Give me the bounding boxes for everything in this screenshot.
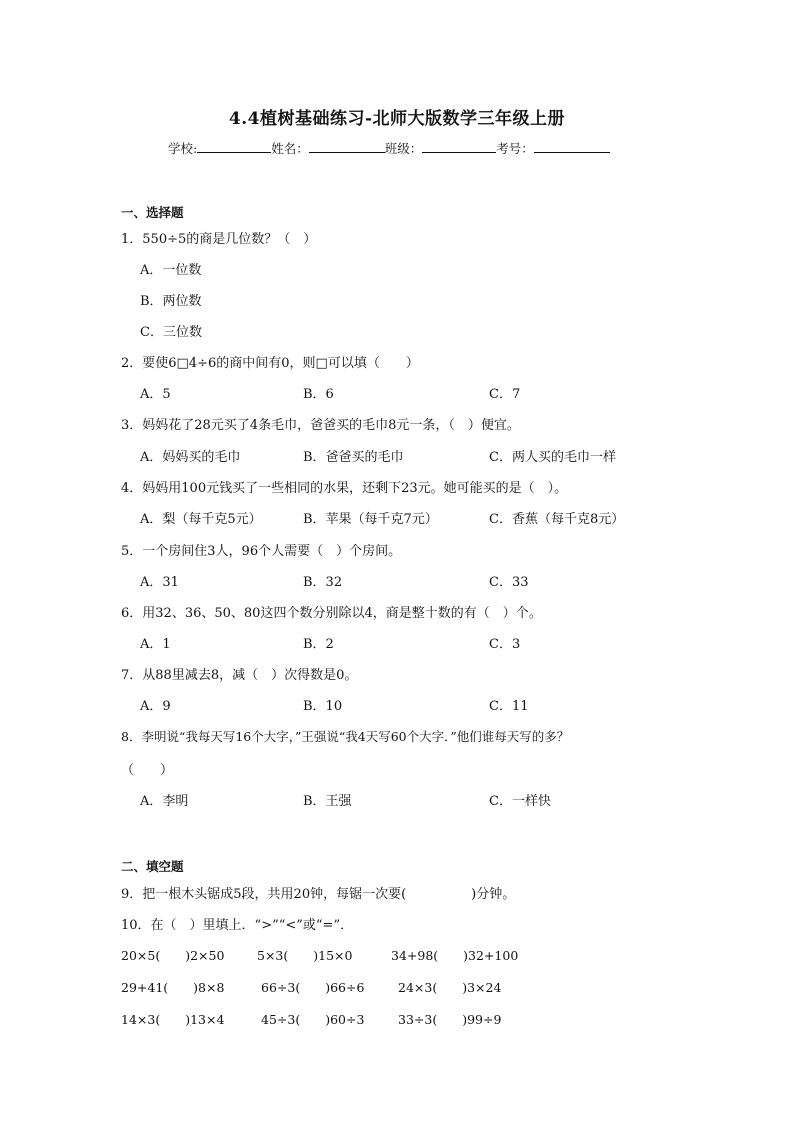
q6-option-a: A．1 [140, 637, 171, 652]
section-title-choice: 一、选择题 [121, 205, 184, 220]
question-10: 10．在（ ）里填上．“>”“<”或“=”． [121, 918, 354, 933]
name-label: 姓名： [271, 141, 309, 156]
q5-option-a: A．31 [140, 575, 179, 590]
q3-option-c: C．两人买的毛巾一样 [489, 450, 616, 465]
question-5: 5．一个房间住3人，96个人需要（ ）个房间。 [121, 544, 402, 559]
q7-option-b: B．10 [303, 699, 343, 714]
question-6: 6．用32、36、50、80这四个数分别除以4，商是整十数的有（ ）个。 [121, 606, 542, 621]
q6-option-b: B．2 [303, 637, 334, 652]
exam-no-blank[interactable] [534, 140, 610, 153]
q1-option-a: A．一位数 [140, 263, 202, 278]
question-8-answer-paren: （ ） [121, 763, 174, 778]
student-info-line [168, 139, 610, 157]
question-2: 2．要使6□4÷6的商中间有0，则□可以填（ ） [121, 356, 419, 371]
q10-expr-r2c2: 66÷3( )66÷6 [261, 980, 365, 995]
q4-option-c: C．香蕉（每千克8元） [489, 512, 625, 527]
q8-option-c: C．一样快 [489, 794, 551, 809]
school-blank[interactable] [197, 140, 271, 153]
class-blank[interactable] [422, 140, 496, 153]
q10-expr-r2c1: 29+41( )8×8 [121, 980, 225, 995]
q10-expr-r3c2: 45÷3( )60÷3 [261, 1012, 365, 1027]
q4-option-b: B．苹果（每千克7元） [303, 512, 438, 527]
page-title: 4.4植树基础练习-北师大版数学三年级上册 [228, 109, 566, 129]
q6-option-c: C．3 [489, 637, 521, 652]
q3-option-a: A．妈妈买的毛巾 [140, 450, 241, 465]
q10-expr-r2c3: 24×3( )3×24 [398, 980, 502, 995]
question-9: 9．把一根木头锯成5段，共用20钟，每锯一次要( )分钟。 [121, 887, 516, 902]
q5-option-c: C．33 [489, 575, 529, 590]
section-title-fill: 二、填空题 [121, 859, 184, 874]
question-8: 8．李明说“我每天写16个大字，”王强说“我4天写60个大字．”他们谁每天写的多？ [121, 729, 570, 744]
name-blank[interactable] [309, 140, 385, 153]
q4-option-a: A．梨（每千克5元） [140, 512, 262, 527]
question-4: 4．妈妈用100元钱买了一些相同的水果，还剩下23元。她可能买的是（ ）。 [121, 481, 568, 496]
class-label: 班级： [384, 141, 423, 156]
school-label: 学校: [168, 141, 198, 156]
q10-expr-r1c2: 5×3( )15×0 [257, 948, 353, 963]
question-1: 1．550÷5的商是几位数？（ ） [121, 232, 317, 247]
q8-option-a: A．李明 [140, 794, 189, 809]
q2-option-a: A．5 [140, 387, 171, 402]
q7-option-a: A．9 [140, 699, 171, 714]
q10-expr-r3c1: 14×3( )13×4 [121, 1012, 225, 1027]
q10-expr-r1c3: 34+98( )32+100 [391, 948, 519, 963]
q5-option-b: B．32 [303, 575, 343, 590]
q2-option-c: C．7 [489, 387, 521, 402]
q2-option-b: B．6 [303, 387, 334, 402]
q8-option-b: B．王强 [303, 794, 352, 809]
q10-expr-r3c3: 33÷3( )99÷9 [398, 1012, 502, 1027]
question-7: 7．从88里减去8，减（ ）次得数是0。 [121, 668, 358, 683]
q7-option-c: C．11 [489, 699, 529, 714]
exam-no-label: 考号： [496, 141, 534, 156]
q3-option-b: B．爸爸买的毛巾 [303, 450, 404, 465]
question-3: 3．妈妈花了28元买了4条毛巾，爸爸买的毛巾8元一条，（ ）便宜。 [121, 418, 520, 433]
q1-option-b: B．两位数 [140, 294, 202, 309]
q10-expr-r1c1: 20×5( )2×50 [121, 948, 225, 963]
q1-option-c: C．三位数 [140, 325, 202, 340]
